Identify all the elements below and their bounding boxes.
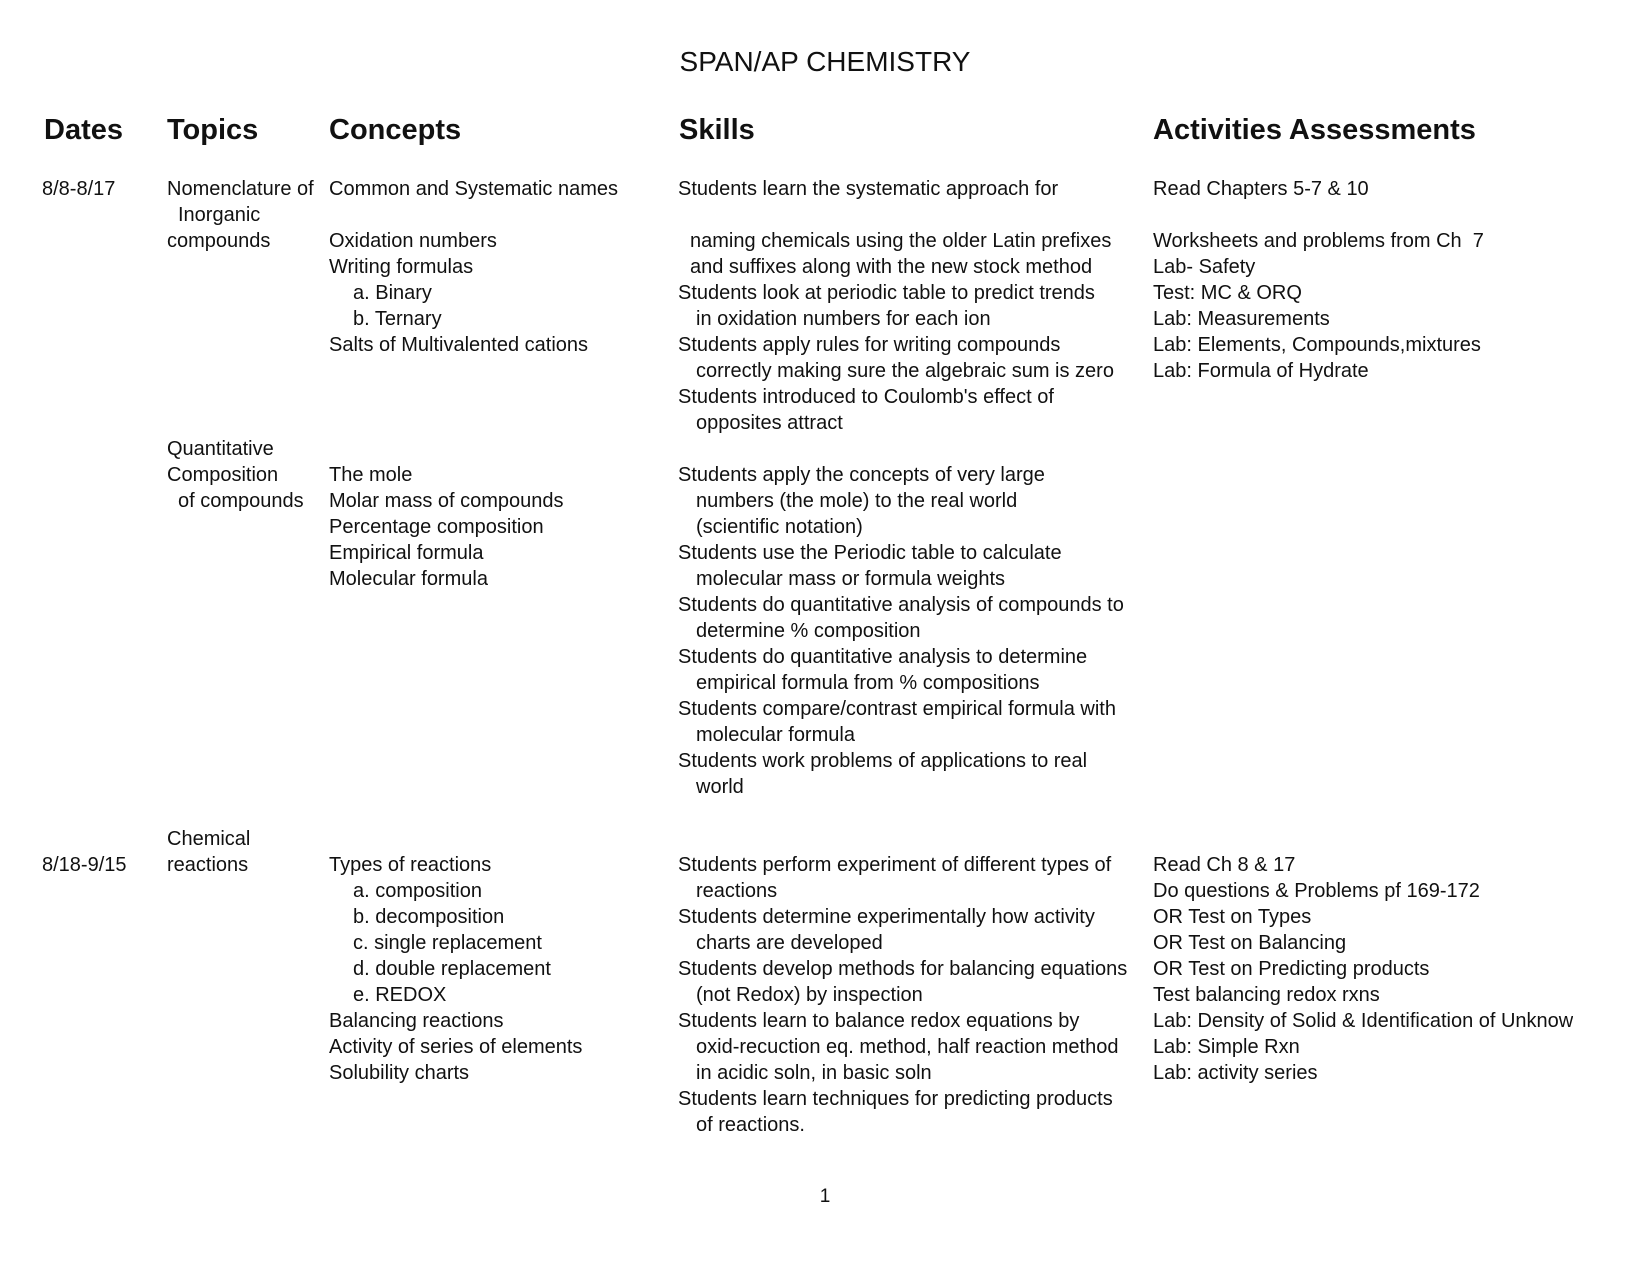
header-activities-assessments: Activities Assessments — [1153, 114, 1476, 146]
topic-line: Chemical — [167, 828, 251, 850]
skill-line: Students introduced to Coulomb's effect of — [678, 386, 1054, 408]
skill-line: Students do quantitative analysis of compounds to — [678, 594, 1124, 616]
skill-line: Students look at periodic table to predict trends — [678, 282, 1095, 304]
concept-line: b. decomposition — [353, 906, 505, 928]
activity-line: Lab: Elements, Compounds,mixtures — [1153, 334, 1481, 356]
activity-line: Lab: activity series — [1153, 1062, 1318, 1084]
topic-line: Inorganic — [178, 204, 261, 226]
dates-cell: 8/18-9/15 — [42, 854, 127, 876]
concept-line: Empirical formula — [329, 542, 484, 564]
topic-line: reactions — [167, 854, 249, 876]
skill-line: determine % composition — [696, 620, 921, 642]
skill-line: Students learn the systematic approach for — [678, 178, 1059, 200]
concept-line: Writing formulas — [329, 256, 474, 278]
skill-line: reactions — [696, 880, 778, 902]
concept-line: Molar mass of compounds — [329, 490, 564, 512]
header-dates: Dates — [44, 114, 123, 146]
dates-cell: 8/8-8/17 — [42, 178, 116, 200]
activity-line: Read Ch 8 & 17 — [1153, 854, 1296, 876]
activity-line: Worksheets and problems from Ch 7 — [1153, 230, 1484, 252]
skill-line: and suffixes along with the new stock method — [690, 256, 1093, 278]
skill-line: opposites attract — [696, 412, 843, 434]
skill-line: numbers (the mole) to the real world — [696, 490, 1018, 512]
concept-line: a. composition — [353, 880, 482, 902]
activity-line: Do questions & Problems pf 169-172 — [1153, 880, 1480, 902]
activity-line: Lab: Formula of Hydrate — [1153, 360, 1369, 382]
concept-line: Molecular formula — [329, 568, 488, 590]
concept-line: a. Binary — [353, 282, 432, 304]
skill-line: charts are developed — [696, 932, 883, 954]
skill-line: in oxidation numbers for each ion — [696, 308, 991, 330]
concept-line: The mole — [329, 464, 413, 486]
skill-line: Students do quantitative analysis to determine — [678, 646, 1088, 668]
skill-line: (scientific notation) — [696, 516, 863, 538]
skill-line: Students compare/contrast empirical formula with — [678, 698, 1116, 720]
topic-line: Nomenclature of — [167, 178, 314, 200]
skill-line: Students perform experiment of different types of — [678, 854, 1112, 876]
concept-line: e. REDOX — [353, 984, 447, 1006]
concept-line: Salts of Multivalented cations — [329, 334, 589, 356]
skill-line: world — [696, 776, 744, 798]
skill-line: Students apply rules for writing compounds — [678, 334, 1061, 356]
skill-line: naming chemicals using the older Latin prefixes — [690, 230, 1112, 252]
skill-line: correctly making sure the algebraic sum is zero — [696, 360, 1114, 382]
topic-line: Quantitative — [167, 438, 274, 460]
activity-line: Lab- Safety — [1153, 256, 1256, 278]
concept-line: d. double replacement — [353, 958, 551, 980]
page-number: 1 — [819, 1186, 831, 1207]
concept-line: Common and Systematic names — [329, 178, 619, 200]
skill-line: molecular mass or formula weights — [696, 568, 1005, 590]
skill-line: oxid-recuction eq. method, half reaction method — [696, 1036, 1119, 1058]
skill-line: Students learn techniques for predicting products — [678, 1088, 1113, 1110]
skill-line: in acidic soln, in basic soln — [696, 1062, 932, 1084]
header-concepts: Concepts — [329, 114, 462, 146]
skill-line: Students learn to balance redox equations by — [678, 1010, 1080, 1032]
activity-line: Lab: Measurements — [1153, 308, 1330, 330]
skill-line: Students develop methods for balancing equations — [678, 958, 1128, 980]
activity-line: OR Test on Balancing — [1153, 932, 1347, 954]
skill-line: empirical formula from % compositions — [696, 672, 1040, 694]
concept-line: Solubility charts — [329, 1062, 470, 1084]
concept-line: b. Ternary — [353, 308, 442, 330]
skill-line: Students work problems of applications to real — [678, 750, 1088, 772]
activity-line: OR Test on Types — [1153, 906, 1312, 928]
concept-line: c. single replacement — [353, 932, 542, 954]
topic-line: of compounds — [178, 490, 304, 512]
skill-line: molecular formula — [696, 724, 855, 746]
header-skills: Skills — [679, 114, 755, 146]
page-title: SPAN/AP CHEMISTRY — [679, 46, 971, 77]
header-topics: Topics — [167, 114, 259, 146]
concept-line: Percentage composition — [329, 516, 544, 538]
activity-line: Read Chapters 5-7 & 10 — [1153, 178, 1369, 200]
concept-line: Balancing reactions — [329, 1010, 504, 1032]
skill-line: Students use the Periodic table to calculate — [678, 542, 1062, 564]
activity-line: OR Test on Predicting products — [1153, 958, 1430, 980]
skill-line: of reactions. — [696, 1114, 805, 1136]
concept-line: Oxidation numbers — [329, 230, 497, 252]
skill-line: Students apply the concepts of very large — [678, 464, 1045, 486]
activity-line: Lab: Density of Solid & Identification of Unknow — [1153, 1010, 1574, 1032]
activity-line: Test: MC & ORQ — [1153, 282, 1302, 304]
activity-line: Test balancing redox rxns — [1153, 984, 1380, 1006]
skill-line: (not Redox) by inspection — [696, 984, 923, 1006]
concept-line: Activity of series of elements — [329, 1036, 583, 1058]
activity-line: Lab: Simple Rxn — [1153, 1036, 1300, 1058]
topic-line: Composition — [167, 464, 279, 486]
skill-line: Students determine experimentally how activity — [678, 906, 1095, 928]
concept-line: Types of reactions — [329, 854, 492, 876]
topic-line: compounds — [167, 230, 271, 252]
